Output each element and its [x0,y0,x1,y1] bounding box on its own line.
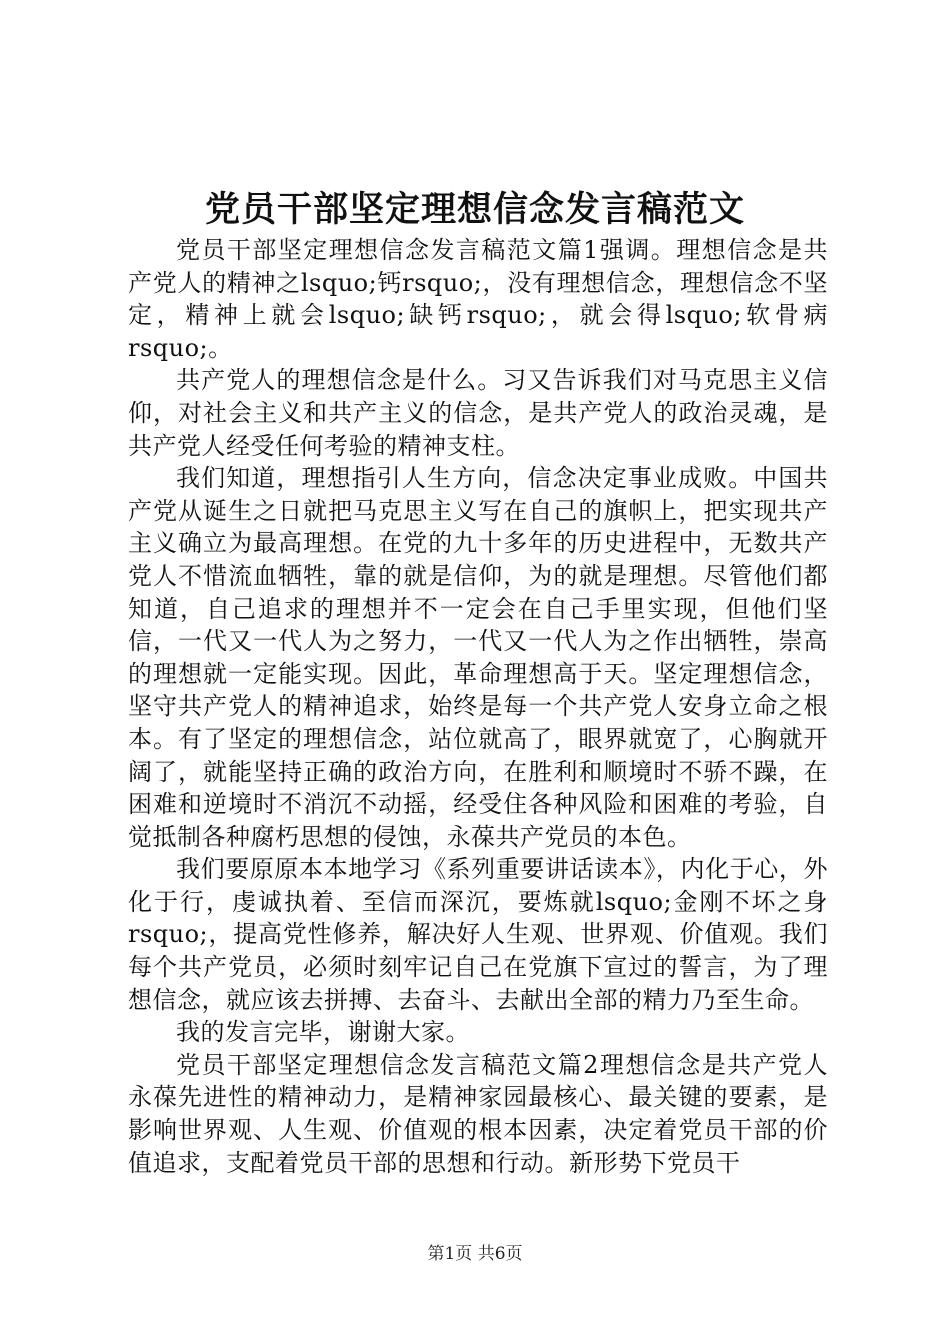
document-body [128,234,828,1179]
page-footer: 第1页 共6页 [427,1244,523,1264]
body-paragraph: 我们知道，理想指引人生方向，信念决定事业成败。中国共产党从诞生之日就把马克思主义写在自己的旗帜上，把实现共产主义确立为最高理想。在党的九十多年的历史进程中，无数共产党人不惜流血牺牲，靠的就是信仰，为的就是理想。尽管他们都知道，自己追求的理想并不一定会在自己手里实现，但他们坚信，一代又一代人为之努力，一代又一代人为之作出牺牲，崇高的理想就一定能实现。因此，革命理想高于天。坚定理想信念，坚守共产党人的精神追求，始终是每一个共产党人安身立命之根本。有了坚定的理想信念，站位就高了，眼界就宽了，心胸就开阔了，就能坚持正确的政治方向，在胜利和顺境时不骄不躁，在困难和逆境时不消沉不动摇，经受住各种风险和困难的考验，自觉抵制各种腐朽思想的侵蚀，永葆共产党员的本色。 [128,464,828,851]
document-title: 党员干部坚定理想信念发言稿范文 [204,190,745,230]
body-paragraph: 我的发言完毕，谢谢大家。 [176,1018,470,1047]
body-paragraph: 我们要原原本本地学习《系列重要讲话读本》，内化于心，外化于行，虔诚执着、至信而深沉，要炼就lsquo;金刚不坏之身rsquo;，提高党性修养，解决好人生观、世界观、价值观。我们每个共产党员，必须时刻牢记自己在党旗下宣过的誓言，为了理想信念，就应该去拼搏、去奋斗、去献出全部的精力乃至生命。 [128,855,828,1014]
body-paragraph: 共产党人的理想信念是什么。习又告诉我们对马克思主义信仰，对社会主义和共产主义的信念，是共产党人的政治灵魂，是共产党人经受任何考验的精神支柱。 [128,366,828,460]
body-paragraph: 党员干部坚定理想信念发言稿范文篇1强调。理想信念是共产党人的精神之lsquo;钙rsquo;，没有理想信念，理想信念不坚定，精神上就会lsquo;缺钙rsquo;，就会得lsquo;软骨病rsquo;。 [128,236,828,362]
body-paragraph: 党员干部坚定理想信念发言稿范文篇2理想信念是共产党人永葆先进性的精神动力，是精神家园最核心、最关键的要素，是影响世界观、人生观、价值观的根本因素，决定着党员干部的价值追求，支配着党员干部的思想和行动。新形势下党员干 [128,1050,828,1177]
